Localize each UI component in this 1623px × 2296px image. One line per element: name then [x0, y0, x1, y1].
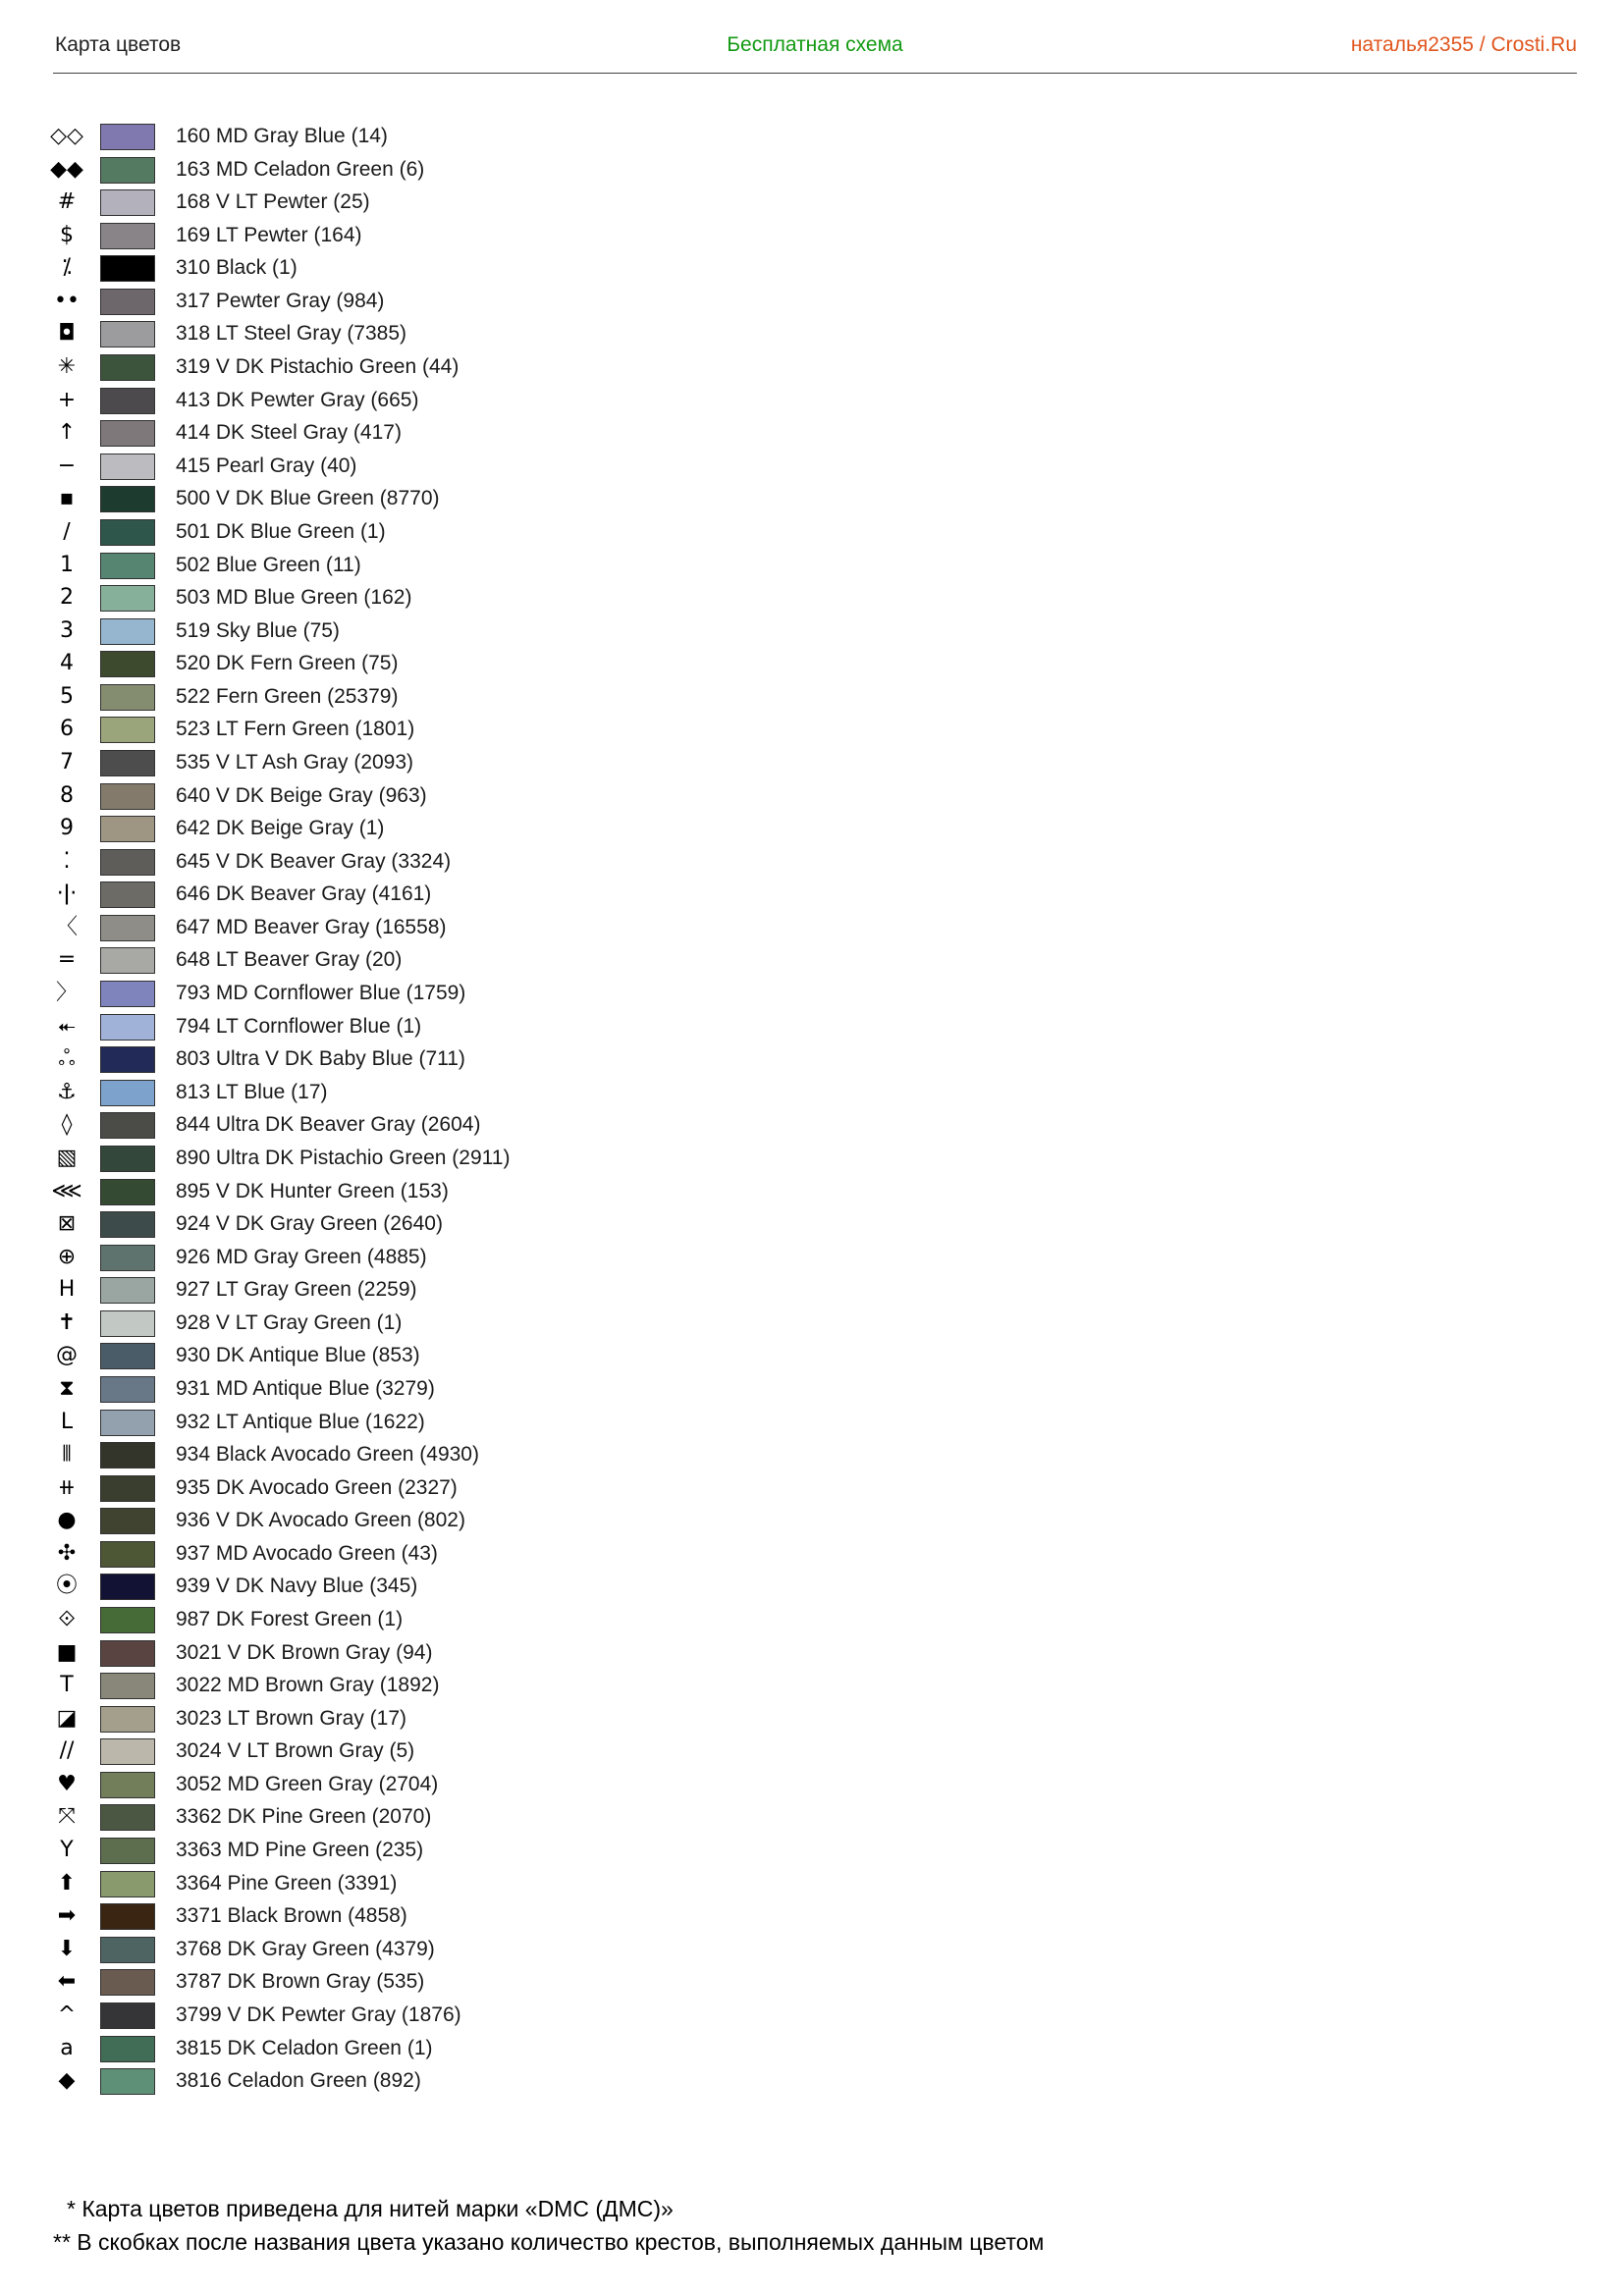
legend-row: [53, 781, 740, 815]
color-label: 793 MD Cornflower Blue (1759): [176, 982, 466, 1005]
stitch-symbol-icon: ■: [56, 1639, 78, 1665]
color-label: 522 Fern Green (25379): [176, 684, 399, 708]
color-swatch: [100, 553, 155, 579]
color-label: 168 V LT Pewter (25): [176, 190, 370, 214]
color-label: 927 LT Gray Green (2259): [176, 1278, 417, 1302]
color-label: 523 LT Fern Green (1801): [176, 718, 415, 741]
color-label: 930 DK Antique Blue (853): [176, 1344, 420, 1367]
color-label: 535 V LT Ash Gray (2093): [176, 750, 414, 774]
legend-row: [53, 1539, 740, 1573]
stitch-symbol-icon: ⯬: [58, 1013, 76, 1039]
color-label: 519 Sky Blue (75): [176, 618, 340, 642]
legend-row: [53, 1836, 740, 1869]
stitch-symbol-icon: 3: [60, 617, 74, 643]
legend-row: [53, 1869, 740, 1902]
color-swatch: [100, 849, 155, 876]
legend-row: [53, 1704, 740, 1737]
color-label: 640 V DK Beige Gray (963): [176, 783, 427, 807]
stitch-symbol-icon: //: [59, 1738, 75, 1764]
stitch-symbol-icon: ·ǀ·: [56, 881, 78, 907]
stitch-symbol-icon: ∕: [63, 518, 71, 544]
color-swatch: [100, 1245, 155, 1271]
color-label: 928 V LT Gray Green (1): [176, 1310, 403, 1334]
stitch-symbol-icon: H: [58, 1277, 76, 1303]
legend-row: [53, 715, 740, 748]
color-label: 502 Blue Green (11): [176, 553, 361, 576]
legend-row: [53, 1308, 740, 1342]
stitch-symbol-icon: ⤧: [58, 1804, 76, 1830]
stitch-symbol-icon: ⊕: [57, 1244, 77, 1269]
color-label: 935 DK Avocado Green (2327): [176, 1475, 458, 1499]
stitch-symbol-icon: ◆: [58, 2068, 76, 2094]
color-label: 3787 DK Brown Gray (535): [176, 1970, 425, 1994]
color-label: 924 V DK Gray Green (2640): [176, 1212, 443, 1236]
stitch-symbol-icon: ↑: [57, 420, 77, 446]
color-label: 319 V DK Pistachio Green (44): [176, 355, 460, 379]
legend-row: [53, 1044, 740, 1078]
color-label: 931 MD Antique Blue (3279): [176, 1376, 435, 1400]
stitch-symbol-icon: 〈: [55, 914, 78, 939]
color-swatch: [100, 1640, 155, 1667]
color-swatch: [100, 1574, 155, 1600]
color-swatch: [100, 947, 155, 974]
color-label: 3768 DK Gray Green (4379): [176, 1937, 435, 1960]
color-swatch: [100, 717, 155, 743]
color-label: 932 LT Antique Blue (1622): [176, 1410, 425, 1433]
legend-row: [53, 1012, 740, 1045]
legend-row: [53, 418, 740, 452]
color-swatch: [100, 750, 155, 776]
legend-row: [53, 2001, 740, 2034]
legend-row: [53, 352, 740, 386]
color-swatch: [100, 1937, 155, 1963]
color-label: 500 V DK Blue Green (8770): [176, 487, 440, 510]
legend-row: [53, 1408, 740, 1441]
color-label: 648 LT Beaver Gray (20): [176, 948, 403, 972]
header-free-pattern: Бесплатная схема: [727, 33, 903, 56]
header-author-link[interactable]: наталья2355 / Crosti.Ru: [1350, 33, 1577, 56]
color-swatch: [100, 1014, 155, 1041]
stitch-symbol-icon: T: [60, 1673, 74, 1698]
color-label: 936 V DK Avocado Green (802): [176, 1509, 465, 1532]
color-swatch: [100, 1969, 155, 1996]
stitch-symbol-icon: ●: [57, 1508, 77, 1533]
stitch-symbol-icon: ⊠: [57, 1211, 77, 1237]
legend-row: [53, 1506, 740, 1539]
stitch-symbol-icon: ••: [54, 288, 80, 313]
legend-row: [53, 1374, 740, 1408]
legend-row: [53, 2034, 740, 2067]
stitch-symbol-icon: ⬅: [57, 1969, 77, 1995]
legend-row: [53, 551, 740, 584]
stitch-symbol-icon: @: [56, 1343, 78, 1368]
color-swatch: [100, 1277, 155, 1304]
stitch-symbol-icon: +: [57, 387, 77, 412]
color-label: 3021 V DK Brown Gray (94): [176, 1640, 433, 1664]
legend-row: [53, 748, 740, 781]
color-label: 647 MD Beaver Gray (16558): [176, 915, 447, 938]
stitch-symbol-icon: ⫴: [62, 1442, 72, 1468]
color-swatch: [100, 1179, 155, 1205]
legend-row: [53, 287, 740, 320]
stitch-symbol-icon: #: [57, 189, 77, 215]
color-label: 3371 Black Brown (4858): [176, 1904, 407, 1928]
legend-row: [53, 1275, 740, 1308]
legend-row: [53, 253, 740, 287]
color-label: 3023 LT Brown Gray (17): [176, 1706, 406, 1730]
color-swatch: [100, 354, 155, 381]
stitch-symbol-icon: 8: [60, 782, 74, 808]
color-swatch: [100, 519, 155, 546]
stitch-symbol-icon: ◊: [61, 1112, 73, 1138]
footnote-dmc: * Карта цветов приведена для нитей марки «DMC (ДМС)»: [67, 2196, 674, 2221]
color-label: 3815 DK Celadon Green (1): [176, 2036, 433, 2059]
color-label: 645 V DK Beaver Gray (3324): [176, 849, 452, 873]
stitch-symbol-icon: ♥: [57, 1771, 77, 1796]
legend-row: [53, 319, 740, 352]
color-label: 939 V DK Navy Blue (345): [176, 1575, 418, 1598]
legend-row: [53, 1802, 740, 1836]
stitch-symbol-icon: ◆◆: [50, 156, 83, 182]
stitch-symbol-icon: L: [60, 1409, 74, 1434]
stitch-symbol-icon: ⧺: [57, 1474, 77, 1500]
color-swatch: [100, 486, 155, 512]
legend-row: [53, 913, 740, 946]
legend-row: [53, 386, 740, 419]
color-swatch: [100, 1706, 155, 1733]
legend-row: [53, 1770, 740, 1803]
stitch-symbol-icon: ▧: [56, 1145, 78, 1170]
stitch-symbol-icon: ⋘: [51, 1178, 82, 1203]
color-swatch: [100, 585, 155, 612]
color-swatch: [100, 1310, 155, 1337]
color-legend: [50, 122, 740, 2100]
color-swatch: [100, 157, 155, 184]
stitch-symbol-icon: ✝: [57, 1309, 77, 1335]
color-label: 934 Black Avocado Green (4930): [176, 1443, 479, 1467]
color-swatch: [100, 1838, 155, 1864]
color-swatch: [100, 2036, 155, 2062]
color-label: 163 MD Celadon Green (6): [176, 157, 425, 181]
color-label: 3052 MD Green Gray (2704): [176, 1772, 439, 1795]
color-swatch: [100, 454, 155, 480]
color-swatch: [100, 1673, 155, 1699]
legend-row: [53, 682, 740, 716]
color-label: 501 DK Blue Green (1): [176, 519, 386, 543]
legend-row: [50, 122, 740, 155]
stitch-symbol-icon: ⬆: [57, 1870, 77, 1896]
legend-row: [53, 484, 740, 517]
color-label: 3024 V LT Brown Gray (5): [176, 1739, 415, 1763]
stitch-symbol-icon: ⧗: [59, 1375, 75, 1401]
color-swatch: [100, 1772, 155, 1798]
legend-row: [53, 1901, 740, 1935]
color-swatch: [100, 915, 155, 941]
color-label: 503 MD Blue Green (162): [176, 586, 412, 610]
stitch-symbol-icon: 5: [60, 683, 74, 709]
stitch-symbol-icon: 6: [60, 717, 74, 742]
stitch-symbol-icon: ஃ: [58, 1046, 76, 1072]
stitch-symbol-icon: 1: [60, 552, 74, 577]
stitch-symbol-icon: =: [57, 947, 77, 973]
stitch-symbol-icon: Y: [60, 1838, 74, 1863]
color-label: 926 MD Gray Green (4885): [176, 1245, 427, 1268]
stitch-symbol-icon: 9: [60, 816, 74, 841]
stitch-symbol-icon: −: [57, 453, 77, 478]
color-swatch: [100, 1738, 155, 1765]
legend-row: [53, 452, 740, 485]
legend-row: [53, 517, 740, 551]
color-swatch: [100, 783, 155, 810]
stitch-symbol-icon: 4: [60, 651, 74, 676]
legend-row: [53, 1078, 740, 1111]
color-label: 844 Ultra DK Beaver Gray (2604): [176, 1113, 481, 1137]
header-title: Карта цветов: [55, 33, 182, 56]
legend-row: [53, 847, 740, 881]
color-swatch: [100, 321, 155, 347]
color-swatch: [100, 420, 155, 447]
color-swatch: [100, 1211, 155, 1238]
footnotes: [53, 2196, 1044, 2263]
color-swatch: [100, 1146, 155, 1172]
color-swatch: [100, 1607, 155, 1633]
legend-row: [53, 1440, 740, 1473]
color-swatch: [100, 2068, 155, 2095]
color-label: 3799 V DK Pewter Gray (1876): [176, 2002, 461, 2026]
color-swatch: [100, 684, 155, 711]
color-label: 646 DK Beaver Gray (4161): [176, 882, 432, 906]
page-header: [53, 29, 1577, 74]
legend-row: [53, 2066, 740, 2100]
legend-row: [53, 1935, 740, 1968]
stitch-symbol-icon: ^: [57, 2002, 77, 2027]
stitch-symbol-icon: ✳: [57, 354, 77, 380]
color-swatch: [100, 816, 155, 842]
stitch-symbol-icon: ⟐: [58, 1607, 76, 1632]
color-swatch: [100, 289, 155, 315]
legend-row: [53, 1736, 740, 1770]
legend-row: [53, 1572, 740, 1605]
legend-row: [53, 814, 740, 847]
color-label: 987 DK Forest Green (1): [176, 1608, 404, 1631]
stitch-symbol-icon: ◇◇: [50, 124, 83, 148]
color-swatch: [100, 1871, 155, 1897]
color-swatch: [100, 881, 155, 908]
legend-row: [50, 155, 740, 188]
color-swatch: [100, 223, 155, 249]
legend-row: [53, 1473, 740, 1507]
color-swatch: [100, 2002, 155, 2029]
color-label: 3364 Pine Green (3391): [176, 1871, 398, 1895]
color-label: 642 DK Beige Gray (1): [176, 817, 385, 840]
color-label: 318 LT Steel Gray (7385): [176, 322, 407, 346]
color-swatch: [100, 1903, 155, 1930]
legend-row: [53, 1341, 740, 1374]
legend-row: [53, 1110, 740, 1144]
stitch-symbol-icon: ▪: [59, 486, 75, 511]
color-label: 813 LT Blue (17): [176, 1080, 328, 1103]
color-swatch: [100, 255, 155, 282]
color-swatch: [100, 618, 155, 645]
color-label: 414 DK Steel Gray (417): [176, 421, 402, 445]
legend-row: [53, 1967, 740, 2001]
color-swatch: [100, 1343, 155, 1369]
color-label: 937 MD Avocado Green (43): [176, 1541, 438, 1565]
color-label: 890 Ultra DK Pistachio Green (2911): [176, 1146, 511, 1169]
color-label: 310 Black (1): [176, 256, 298, 280]
legend-row: [53, 1209, 740, 1243]
color-swatch: [100, 1080, 155, 1106]
color-label: 160 MD Gray Blue (14): [176, 125, 388, 147]
legend-row: [53, 1177, 740, 1210]
legend-row: [53, 616, 740, 650]
color-swatch: [100, 981, 155, 1007]
stitch-symbol-icon: $: [60, 222, 74, 247]
stitch-symbol-icon: a: [60, 2035, 74, 2060]
stitch-symbol-icon: ◘: [58, 321, 76, 347]
color-label: 3362 DK Pine Green (2070): [176, 1805, 432, 1829]
stitch-symbol-icon: 7: [60, 749, 74, 774]
color-swatch: [100, 1112, 155, 1139]
color-label: 3022 MD Brown Gray (1892): [176, 1674, 440, 1697]
legend-row: [53, 221, 740, 254]
color-swatch: [100, 651, 155, 677]
stitch-symbol-icon: ⬇: [57, 1936, 77, 1961]
color-swatch: [100, 1508, 155, 1534]
color-swatch: [100, 1046, 155, 1073]
color-swatch: [100, 1804, 155, 1831]
stitch-symbol-icon: ➡: [57, 1903, 77, 1929]
color-label: 3363 MD Pine Green (235): [176, 1839, 424, 1862]
color-label: 3816 Celadon Green (892): [176, 2069, 421, 2093]
stitch-symbol-icon: ◪: [56, 1705, 78, 1731]
color-swatch: [100, 189, 155, 216]
legend-row: [53, 649, 740, 682]
color-swatch: [100, 1541, 155, 1568]
color-swatch: [100, 1475, 155, 1502]
stitch-symbol-icon: 〉: [55, 981, 78, 1006]
stitch-symbol-icon: ✣: [57, 1540, 77, 1566]
color-swatch: [100, 388, 155, 414]
legend-row: [53, 1638, 740, 1672]
color-label: 803 Ultra V DK Baby Blue (711): [176, 1047, 465, 1071]
legend-row: [53, 979, 740, 1012]
legend-row: [53, 583, 740, 616]
stitch-symbol-icon: ⁒: [62, 255, 72, 281]
color-label: 317 Pewter Gray (984): [176, 289, 385, 312]
color-swatch: [100, 1442, 155, 1468]
legend-row: [53, 1243, 740, 1276]
stitch-symbol-icon: ⁚: [63, 848, 71, 874]
color-label: 413 DK Pewter Gray (665): [176, 388, 419, 411]
stitch-symbol-icon: 2: [60, 585, 74, 611]
stitch-symbol-icon: ⦿: [55, 1574, 78, 1599]
color-label: 520 DK Fern Green (75): [176, 652, 399, 675]
stitch-symbol-icon: ⚓: [57, 1079, 77, 1104]
legend-row: [53, 945, 740, 979]
footnote-cross-count: ** В скобках после названия цвета указано количество крестов, выполняемых данным цветом: [53, 2229, 1045, 2255]
color-label: 169 LT Pewter (164): [176, 223, 362, 246]
color-swatch: [100, 124, 155, 150]
color-swatch: [100, 1376, 155, 1403]
color-label: 895 V DK Hunter Green (153): [176, 1179, 449, 1202]
color-swatch: [100, 1410, 155, 1436]
color-label: 794 LT Cornflower Blue (1): [176, 1014, 422, 1038]
legend-row: [53, 1671, 740, 1704]
legend-row: [53, 187, 740, 221]
legend-row: [53, 1144, 740, 1177]
legend-row: [53, 880, 740, 913]
color-label: 415 Pearl Gray (40): [176, 454, 357, 477]
legend-row: [53, 1605, 740, 1638]
